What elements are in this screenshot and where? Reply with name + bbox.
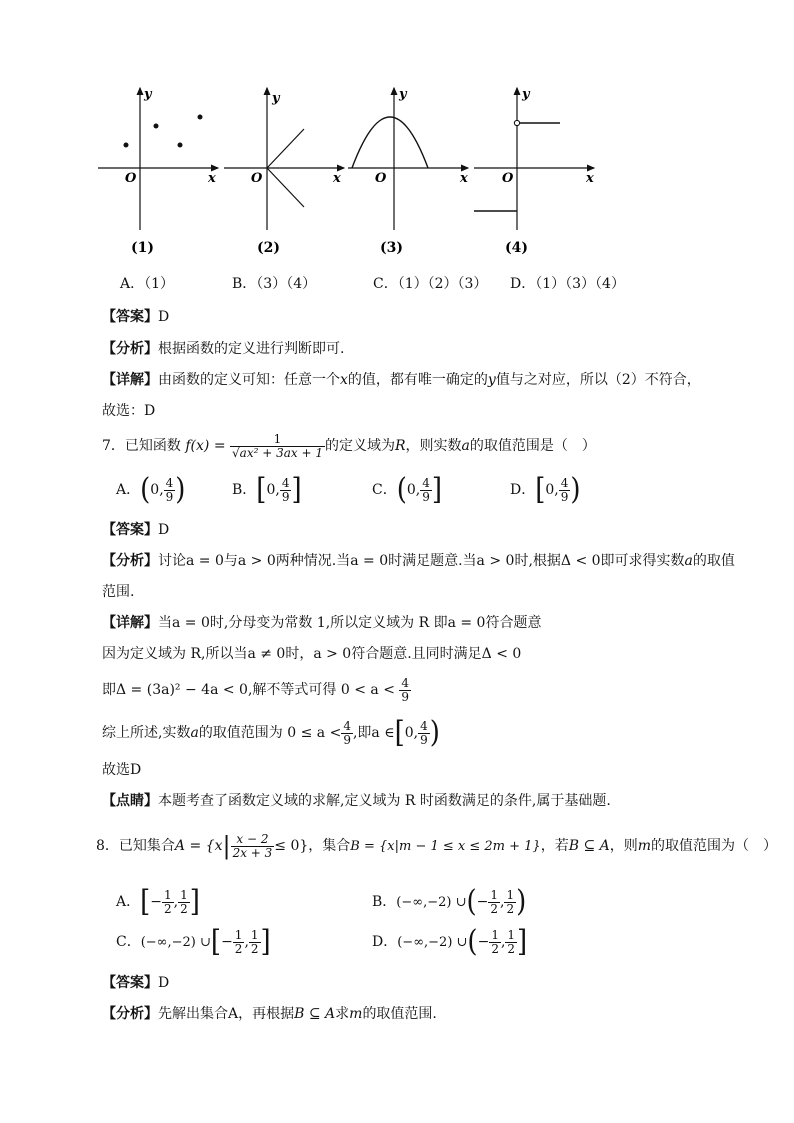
q7-option-b[interactable] xyxy=(232,470,302,510)
option-zero: 0, xyxy=(404,725,419,741)
numerator: 4 xyxy=(422,475,430,490)
denominator: 2 xyxy=(490,901,499,916)
graph-4 xyxy=(474,87,594,256)
q8-set-a-end: ≤ 0} xyxy=(274,838,309,854)
graph-3 xyxy=(348,87,468,256)
option-label: D． xyxy=(510,482,536,498)
denominator: 2 xyxy=(234,941,243,956)
var-R: R xyxy=(394,438,406,454)
var-a: a xyxy=(684,553,693,569)
numerator: 1 xyxy=(180,887,188,902)
analysis-text: 讨论a = 0与a > 0两种情况.当a = 0时满足题意.当a > 0时,根据Δ < 0即可求得实数 xyxy=(158,553,685,569)
q7-fraction xyxy=(230,433,325,460)
graph-4-open-point xyxy=(514,120,519,125)
q7-option-c[interactable] xyxy=(372,470,442,510)
option-zero: 0, xyxy=(150,482,164,498)
denominator: 2x + 3 xyxy=(232,845,273,860)
bracket-left: [ xyxy=(256,472,267,508)
denominator: 2 xyxy=(507,941,516,956)
detail-text: 当a = 0时,分母变为常数 1,所以定义域为 R 即a = 0符合题意 xyxy=(158,615,542,631)
denominator: 9 xyxy=(165,489,174,504)
q7-stem xyxy=(102,424,596,468)
graph-1-x-label: x xyxy=(208,171,216,186)
q6-option-d[interactable]: D．（1）（3）（4） xyxy=(510,276,625,292)
option-fraction xyxy=(559,477,571,504)
q6-conclusion: 故选：D xyxy=(102,403,156,419)
q8-stem-text: 的取值范围为（ ） xyxy=(651,838,778,854)
q7-stem-text: 的定义域为 xyxy=(324,438,395,454)
q7-detail-3 xyxy=(102,670,411,710)
q8-answer xyxy=(102,973,169,993)
q7-detail-4 xyxy=(102,713,440,753)
option-fraction xyxy=(420,477,432,504)
option-label: C． xyxy=(116,934,141,950)
answer-tag: 【答案】 xyxy=(102,309,158,325)
numerator: 4 xyxy=(165,475,174,490)
graph-1 xyxy=(98,87,218,256)
option-interval: (−∞,−2) ∪ xyxy=(397,935,468,950)
numerator: 1 xyxy=(490,887,499,902)
graph-1-point xyxy=(154,124,159,129)
q7-detail-2: 因为定义域为 R,所以当a ≠ 0时，a > 0符合题意.且同时满足Δ < 0 xyxy=(102,646,522,662)
option-fraction xyxy=(164,477,176,504)
graph-3-origin: O xyxy=(375,171,387,186)
q7-option-a[interactable] xyxy=(116,470,185,510)
q7-conclusion: 故选D xyxy=(102,762,142,778)
var-a: a xyxy=(190,725,199,741)
option-fraction xyxy=(505,929,517,956)
q7-numerator: 1 xyxy=(230,433,325,447)
option-label: B． xyxy=(372,894,397,910)
var-m: m xyxy=(637,838,652,854)
bracket-right: ) xyxy=(429,715,440,751)
q6-answer xyxy=(102,307,169,327)
q6-option-a[interactable]: A．（1） xyxy=(120,276,175,292)
q7-stem-text: 的取值范围是（ ） xyxy=(469,438,596,454)
graph-1-point xyxy=(124,143,129,148)
analysis-text: 根据函数的定义进行判断即可. xyxy=(158,341,345,357)
option-zero: 0, xyxy=(406,482,421,498)
point-tag: 【点睛】 xyxy=(102,793,158,809)
function-graphs xyxy=(90,82,610,267)
denominator: 2 xyxy=(491,941,499,956)
graph-2-caption: (2) xyxy=(257,240,280,256)
graph-1-origin: O xyxy=(125,171,137,186)
graph-4-origin: O xyxy=(502,171,514,186)
q8-stem-text: 8．已知集合 xyxy=(96,838,175,854)
numerator: 1 xyxy=(234,927,243,942)
numerator: 1 xyxy=(164,887,172,902)
q8-set-b: B = {x|m − 1 ≤ x ≤ 2m + 1} xyxy=(350,839,541,854)
option-interval: (−∞,−2) ∪ xyxy=(140,935,211,950)
q7-stem-text: ，则实数 xyxy=(405,438,462,454)
q7-function: f(x) = xyxy=(185,438,226,454)
numerator: 1 xyxy=(491,927,499,942)
option-fraction xyxy=(249,929,261,956)
numerator: 4 xyxy=(401,675,410,690)
option-fraction xyxy=(280,477,292,504)
detail-text: 即Δ = (3a)² − 4a < 0,解不等式可得 0 < a < xyxy=(102,682,395,698)
bracket-left: [ xyxy=(394,715,405,751)
graph-3-x-label: x xyxy=(460,171,468,186)
graph-2-ray-up xyxy=(267,129,304,168)
bracket-right: ) xyxy=(570,472,581,508)
numerator: 4 xyxy=(343,718,351,733)
q7-denominator: √ax² + 3ax + 1 xyxy=(232,445,323,460)
q8-subset: B ⊆ A xyxy=(294,1006,336,1022)
detail-text: 值与之对应，所以（2）不符合， xyxy=(495,372,701,388)
option-label: A． xyxy=(116,894,141,910)
q6-analysis xyxy=(102,339,344,359)
analysis-text: 先解出集合A，再根据 xyxy=(158,1006,295,1022)
answer-tag: 【答案】 xyxy=(102,975,158,991)
analysis-text: 的取值 xyxy=(692,553,735,569)
bracket-left: ( xyxy=(396,472,407,508)
q8-stem-text: ，若 xyxy=(540,838,569,854)
var-m: m xyxy=(349,1006,363,1022)
denominator: 2 xyxy=(164,901,172,916)
numerator: 1 xyxy=(250,927,259,942)
denominator: 9 xyxy=(422,489,430,504)
option-zero: 0, xyxy=(545,482,559,498)
q8-option-c[interactable]: C．(−∞,−2) ∪[− $\frac{1}{2}$ , $\frac{1}{2}$ ] xyxy=(116,924,271,960)
var-y: y xyxy=(487,372,496,388)
q7-stem-text: 7．已知函数 xyxy=(102,438,181,454)
denominator: 2 xyxy=(506,901,515,916)
q8-stem-text: ，则 xyxy=(609,838,638,854)
option-label: A． xyxy=(116,482,141,498)
point-text: 本题考查了函数定义域的求解,定义域为 R 时函数满足的条件,属于基础题. xyxy=(158,793,611,809)
q7-analysis-cont: 范围. xyxy=(102,584,135,600)
q8-set-a: A = {x xyxy=(174,838,223,854)
graph-2-ray-down xyxy=(267,168,304,207)
numerator: x − 2 xyxy=(231,833,275,847)
bracket-right: ] xyxy=(431,472,443,508)
graph-4-caption: (4) xyxy=(505,240,528,256)
answer-tag: 【答案】 xyxy=(102,522,158,538)
option-interval: (−∞,−2) ∪ xyxy=(396,895,467,910)
graph-1-point xyxy=(178,143,183,148)
detail-text: 由函数的定义可知：任意一个 xyxy=(158,372,340,388)
denominator: 9 xyxy=(343,732,351,747)
q8-set-a-fraction xyxy=(231,833,275,860)
denominator: 9 xyxy=(401,689,410,704)
q8-analysis xyxy=(102,1004,437,1024)
q8-subset: B ⊆ A xyxy=(568,838,610,854)
q8-option-b[interactable]: B．(−∞,−2) ∪(− $\frac{1}{2}$ , $\frac{1}{2}$ ) xyxy=(372,884,527,920)
option-label: D． xyxy=(372,934,398,950)
numerator: 4 xyxy=(560,475,569,490)
graph-4-y-label: y xyxy=(522,87,530,102)
analysis-text: 求 xyxy=(335,1006,350,1022)
graph-3-parabola xyxy=(352,117,428,168)
q8-option-a[interactable]: A．[− $\frac{1}{2}$ , $\frac{1}{2}$ ] xyxy=(116,884,200,920)
q7-analysis xyxy=(102,551,735,571)
graph-2-y-label: y xyxy=(272,91,280,106)
detail-fraction xyxy=(418,720,430,747)
option-zero: 0, xyxy=(266,482,280,498)
option-fraction xyxy=(488,889,500,916)
option-fraction xyxy=(233,929,245,956)
detail-tag: 【详解】 xyxy=(102,615,158,631)
denominator: 2 xyxy=(250,941,259,956)
analysis-tag: 【分析】 xyxy=(102,1006,158,1022)
option-fraction xyxy=(504,889,516,916)
detail-fraction xyxy=(399,677,411,704)
detail-text: 的值，都有唯一确定的 xyxy=(347,372,488,388)
denominator: 2 xyxy=(180,901,188,916)
detail-text: 综上所述,实数 xyxy=(102,725,191,741)
analysis-tag: 【分析】 xyxy=(102,341,158,357)
graph-2-origin: O xyxy=(251,171,263,186)
q8-option-d[interactable]: D．(−∞,−2) ∪(− $\frac{1}{2}$ , $\frac{1}{2}$ ] xyxy=(372,924,528,960)
option-fraction xyxy=(162,889,174,916)
q8-stem-text: ，集合 xyxy=(308,838,351,854)
numerator: 1 xyxy=(506,887,515,902)
answer-value: D xyxy=(158,522,170,538)
q6-detail xyxy=(102,370,701,390)
q7-detail xyxy=(102,613,541,633)
answer-value: D xyxy=(158,309,170,325)
q7-answer xyxy=(102,520,169,540)
numerator: 1 xyxy=(507,927,516,942)
graph-1-point xyxy=(198,115,203,120)
option-label: B． xyxy=(232,482,257,498)
graph-2-x-label: x xyxy=(333,171,341,186)
detail-fraction xyxy=(341,720,353,747)
q6-option-b[interactable]: B．（3）（4） xyxy=(232,276,317,292)
detail-text: 的取值范围为 0 ≤ a < xyxy=(198,725,342,741)
q6-option-c[interactable]: C．（1）（2）（3） xyxy=(373,276,488,292)
bracket-right: ) xyxy=(175,472,186,508)
detail-text: ,即a ∈ xyxy=(352,725,395,741)
detail-tag: 【详解】 xyxy=(102,372,158,388)
graph-3-y-label: y xyxy=(399,87,407,102)
option-fraction xyxy=(178,889,190,916)
q7-point xyxy=(102,791,611,811)
answer-value: D xyxy=(158,975,170,991)
q8-stem: 8．已知集合A = {x| $\frac{x - 2}{2x + 3}$ ≤ 0}，集合B = {x|m − 1 ≤ x ≤ 2m + 1}，若B ⊆ A，则m的取值范围为（ ） xyxy=(96,831,778,860)
bracket-left: [ xyxy=(535,472,546,508)
analysis-tag: 【分析】 xyxy=(102,553,158,569)
graph-1-caption: (1) xyxy=(131,240,154,256)
graph-2 xyxy=(224,88,344,256)
var-x: x xyxy=(340,372,348,388)
bracket-right: ] xyxy=(291,472,302,508)
numerator: 4 xyxy=(420,718,428,733)
option-label: C． xyxy=(372,482,397,498)
var-a: a xyxy=(461,438,470,454)
option-fraction xyxy=(489,929,501,956)
graph-3-caption: (3) xyxy=(380,240,403,256)
q7-option-d[interactable] xyxy=(510,470,581,510)
graph-1-y-label: y xyxy=(144,87,152,102)
numerator: 4 xyxy=(281,475,290,490)
denominator: 9 xyxy=(420,732,428,747)
denominator: 9 xyxy=(560,489,569,504)
graph-4-x-label: x xyxy=(586,171,594,186)
bracket-left: ( xyxy=(140,472,151,508)
analysis-text: 的取值范围. xyxy=(362,1006,437,1022)
denominator: 9 xyxy=(281,489,290,504)
